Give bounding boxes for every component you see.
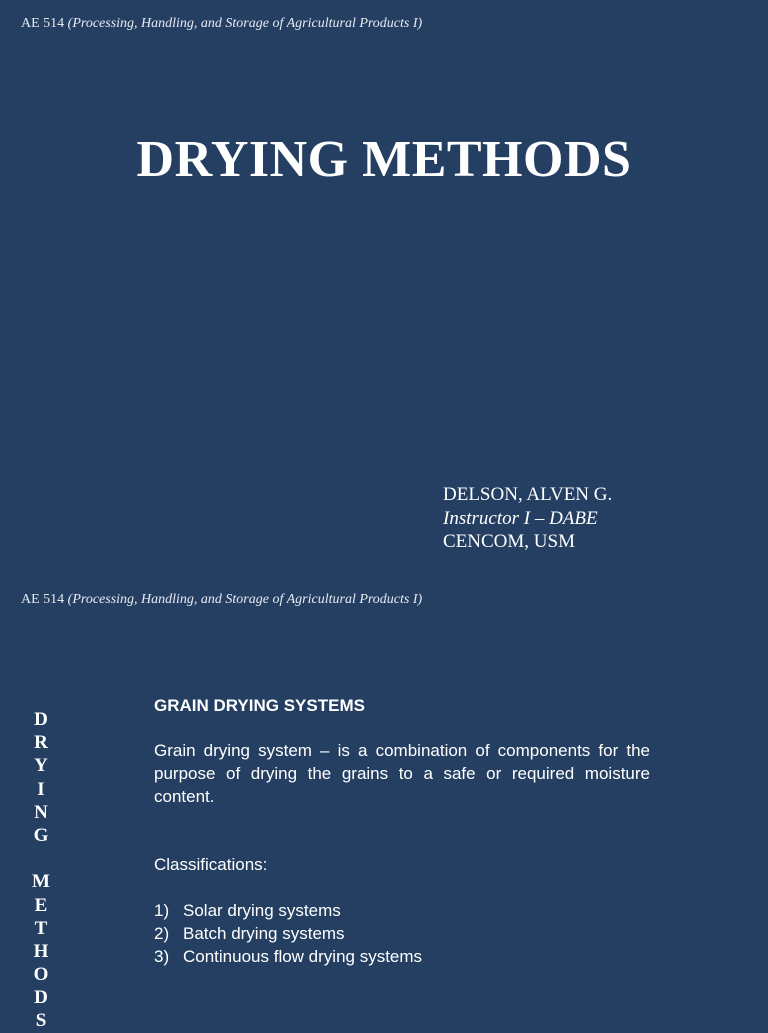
list-text: Batch drying systems [183, 924, 345, 943]
course-header [21, 16, 422, 32]
course-header [21, 592, 422, 608]
vertical-letter: D [34, 987, 48, 1009]
vertical-letter: T [34, 917, 48, 939]
author-block [443, 483, 612, 554]
vertical-letter: M [32, 871, 50, 893]
classifications-label: Classifications: [154, 855, 268, 874]
vertical-letter: H [33, 940, 49, 962]
vertical-letter: I [37, 778, 45, 800]
vertical-letter: R [34, 732, 48, 754]
classifications-list [154, 899, 650, 968]
list-text: Solar drying systems [183, 901, 341, 920]
list-number: 3) [154, 947, 170, 966]
author-name: DELSON, ALVEN G. [443, 484, 613, 505]
vertical-letter: Y [34, 755, 48, 777]
vertical-letter: N [34, 801, 48, 823]
list-item [154, 899, 650, 922]
definition-paragraph: Grain drying system – is a combination of components for the purpose of drying the grains to a safe or required moisture content. [154, 741, 650, 806]
course-title: (Processing, Handling, and Storage of Agricultural Products I) [67, 592, 423, 607]
vertical-letter: D [34, 709, 48, 730]
course-code: AE 514 [21, 592, 65, 607]
vertical-letter: G [33, 824, 49, 846]
vertical-gap [31, 847, 51, 870]
author-role: Instructor I – DABE [443, 507, 598, 529]
list-item [154, 945, 650, 968]
content-slide [0, 576, 768, 1032]
slide-content [154, 694, 650, 968]
vertical-letter: S [35, 1010, 47, 1032]
vertical-letter: E [34, 894, 48, 916]
course-code: AE 514 [21, 16, 65, 31]
vertical-title [31, 708, 51, 1033]
list-number: 2) [154, 924, 170, 943]
list-text: Continuous flow drying systems [183, 947, 423, 966]
list-item [154, 922, 650, 945]
section-heading: GRAIN DRYING SYSTEMS [154, 696, 365, 715]
vertical-letter: O [33, 964, 49, 986]
slide-title: DRYING METHODS [136, 131, 632, 188]
list-number: 1) [154, 901, 170, 920]
author-affiliation: CENCOM, USM [443, 531, 575, 552]
course-title: (Processing, Handling, and Storage of Agricultural Products I) [67, 16, 423, 31]
